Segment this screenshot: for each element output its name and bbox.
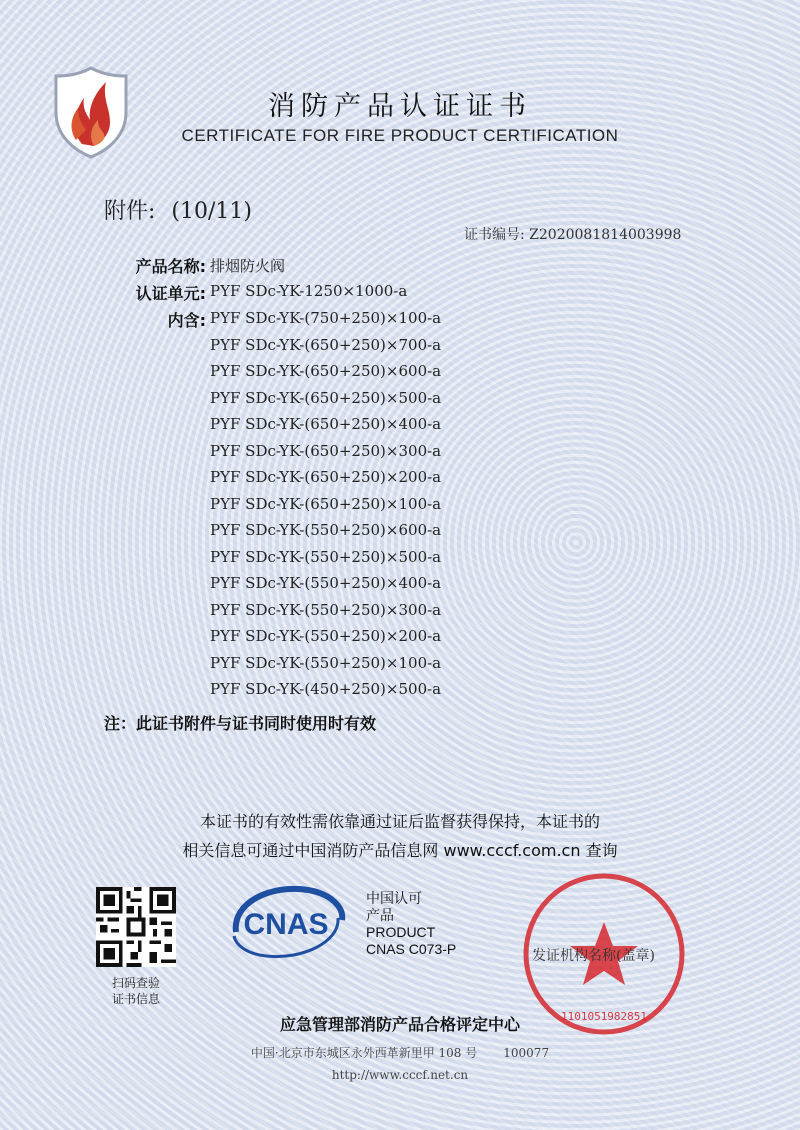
product-name-value: 排烟防火阀 (210, 257, 286, 275)
attachment-indicator (104, 194, 252, 225)
list-item: PYF SDc-YK-(650+250)×700-a (210, 336, 442, 354)
attachment-label: 附件: (104, 199, 156, 224)
cnas-line4: CNAS C073-P (366, 941, 457, 957)
contents-label: 内含: (167, 311, 206, 330)
qr-code-icon[interactable] (96, 887, 176, 967)
issuer-note: 发证机构名称(盖章) (532, 948, 655, 964)
list-item: PYF SDc-YK-(450+250)×500-a (210, 680, 442, 698)
certification-unit-value: PYF SDc-YK-1250×1000-a (210, 282, 408, 300)
list-item: PYF SDc-YK-(550+250)×300-a (210, 601, 442, 619)
list-item: PYF SDc-YK-(650+250)×600-a (210, 362, 442, 380)
qr-label-line1: 扫码查验 (111, 976, 160, 990)
qr-label-line2: 证书信息 (111, 992, 160, 1006)
list-item: PYF SDc-YK-(550+250)×400-a (210, 574, 442, 592)
issuing-center-name: 应急管理部消防产品合格评定中心 (279, 1015, 520, 1034)
cnas-line1: 中国认可 (366, 890, 422, 906)
validity-statement-line1: 本证书的有效性需依靠通过证后监督获得保持，本证书的 (199, 812, 600, 831)
list-item: PYF SDc-YK-(550+250)×200-a (210, 627, 442, 645)
certificate-number (464, 224, 681, 244)
validity-note: 注：此证书附件与证书同时使用时有效 (104, 714, 377, 733)
list-item: PYF SDc-YK-(650+250)×400-a (210, 415, 442, 433)
product-name-label: 产品名称: (135, 257, 206, 276)
cnas-accreditation-text (366, 890, 456, 958)
list-item: PYF SDc-YK-(550+250)×100-a (210, 654, 442, 672)
list-item: PYF SDc-YK-(650+250)×100-a (210, 495, 442, 513)
list-item: PYF SDc-YK-(650+250)×200-a (210, 468, 442, 486)
postcode: 100077 (503, 1046, 550, 1060)
title-english: CERTIFICATE FOR FIRE PRODUCT CERTIFICATION (181, 126, 619, 145)
cnas-logo-text: CNAS (243, 908, 329, 941)
validity-statement-line2: 相关信息可通过中国消防产品信息网 www.cccf.com.cn 查询 (182, 841, 618, 860)
list-item: PYF SDc-YK-(550+250)×500-a (210, 548, 442, 566)
list-item: PYF SDc-YK-(550+250)×600-a (210, 521, 442, 539)
cnas-logo (222, 882, 350, 962)
attachment-page: (10/11) (171, 199, 252, 224)
seal-number: 1101051982851 (560, 1010, 648, 1023)
certification-unit-label: 认证单元: (135, 284, 206, 303)
list-item: PYF SDc-YK-(750+250)×100-a (210, 309, 442, 327)
certificate-number-value: Z2020081814003998 (529, 227, 682, 243)
certificate-number-label: 证书编号: (464, 227, 525, 243)
list-item: PYF SDc-YK-(650+250)×300-a (210, 442, 442, 460)
address-text: 中国·北京市东城区永外西革新里甲 108 号 (250, 1046, 478, 1060)
title-chinese: 消防产品认证证书 (268, 91, 532, 122)
website-link[interactable]: http://www.cccf.net.cn (331, 1068, 469, 1082)
cnas-line2: 产品 (366, 907, 394, 923)
address (0, 1044, 800, 1061)
list-item: PYF SDc-YK-(650+250)×500-a (210, 389, 442, 407)
cnas-line3: PRODUCT (366, 924, 436, 940)
